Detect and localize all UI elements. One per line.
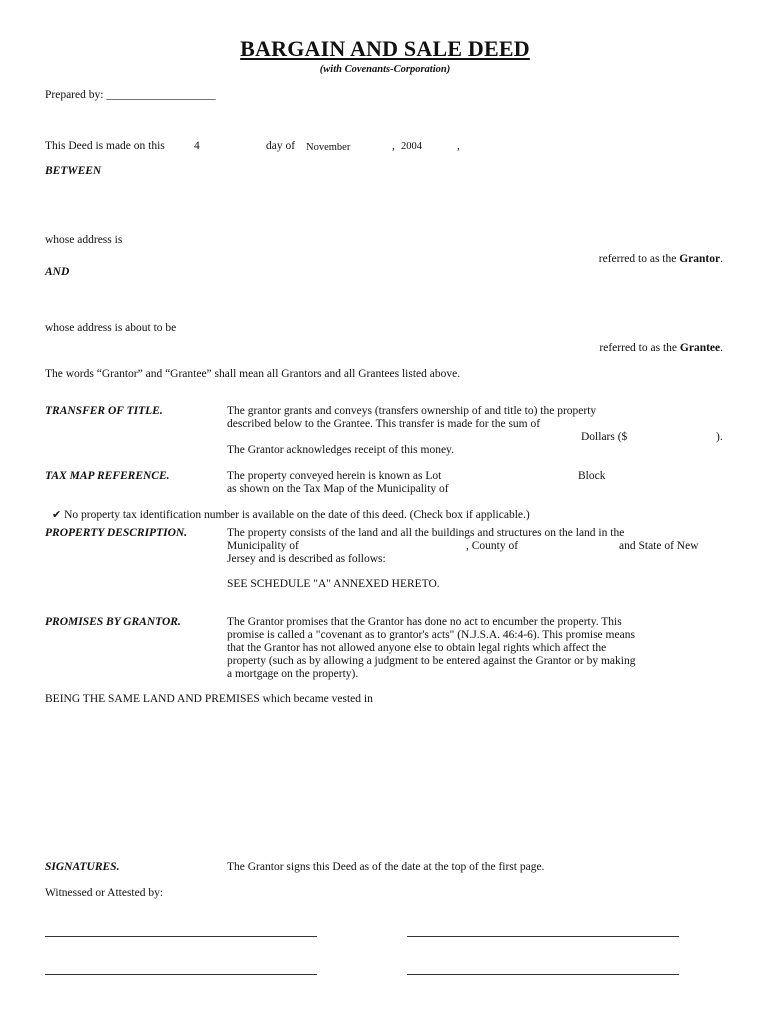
no-tax-id-text: No property tax identification number is available on the date of this deed. (Check box if applicable.) — [64, 509, 530, 521]
grantor-name-line — [407, 974, 679, 975]
property-county: , County of — [466, 540, 519, 552]
prepared-by: Prepared by: ___________________ — [45, 89, 216, 101]
promises-heading: PROMISES BY GRANTOR. — [45, 616, 181, 628]
grantee-role: Grantee — [679, 342, 721, 354]
tax-map-body — [227, 470, 727, 496]
promises-line: property (such as by allowing a judgment to be entered against the Grantor or by making — [227, 655, 636, 667]
grantee-referred-text: referred to as the — [599, 342, 678, 354]
checkmark-icon: ✔ — [52, 508, 62, 521]
transfer-dollars-line — [227, 431, 727, 444]
tax-map-line-1 — [227, 470, 727, 483]
document-title: BARGAIN AND SALE DEED — [240, 36, 530, 61]
deed-comma-2: , — [457, 140, 460, 152]
transfer-heading: TRANSFER OF TITLE. — [45, 405, 163, 417]
signatures-heading: SIGNATURES. — [45, 861, 120, 873]
transfer-line-4: The Grantor acknowledges receipt of this money. — [227, 444, 454, 456]
promises-line: promise is called a "covenant as to grantor's acts" (N.J.S.A. 46:4-6). This promise means — [227, 629, 635, 641]
deed-day: 4 — [194, 140, 200, 152]
grantor-referred — [599, 253, 723, 266]
transfer-line-2: described below to the Grantee. This transfer is made for the sum of — [227, 418, 541, 430]
being-same-land: BEING THE SAME LAND AND PREMISES which became vested in — [45, 693, 373, 705]
grantee-referred — [599, 342, 723, 355]
deed-year: 2004 — [401, 141, 422, 152]
transfer-line-1: The grantor grants and conveys (transfers ownership of and title to) the property — [227, 405, 597, 417]
grantee-period: . — [720, 342, 723, 354]
document-subtitle: (with Covenants-Corporation) — [319, 64, 451, 75]
words-definition: The words “Grantor” and “Grantee” shall mean all Grantors and all Grantees listed above. — [45, 368, 461, 380]
between-heading: BETWEEN — [45, 165, 102, 177]
grantor-role: Grantor — [679, 253, 721, 265]
grantor-referred-text: referred to as the — [598, 253, 677, 265]
and-heading: AND — [45, 266, 70, 278]
grantor-address-label: whose address is — [45, 234, 123, 246]
property-schedule: SEE SCHEDULE "A" ANNEXED HERETO. — [227, 578, 440, 590]
deed-comma-1: , — [392, 140, 395, 152]
property-body — [227, 527, 727, 566]
no-tax-id-row — [52, 508, 530, 522]
witnessed-label: Witnessed or Attested by: — [45, 887, 164, 899]
transfer-dollars: Dollars ($ — [581, 431, 628, 443]
deed-month: November — [306, 142, 351, 153]
property-municipality: Municipality of — [227, 540, 299, 552]
grantee-address-label: whose address is about to be — [45, 322, 177, 334]
transfer-close: ). — [716, 431, 723, 443]
promises-line: The Grantor promises that the Grantor has done no act to encumber the property. This — [227, 616, 622, 628]
tax-map-heading: TAX MAP REFERENCE. — [45, 470, 170, 482]
witness-signature-line — [45, 936, 317, 937]
promises-line: that the Grantor has not allowed anyone else to obtain legal rights which affect the — [227, 642, 607, 654]
tax-map-block: Block — [578, 470, 606, 482]
property-heading: PROPERTY DESCRIPTION. — [45, 527, 188, 539]
witness-name-line — [45, 974, 317, 975]
promises-body — [227, 616, 727, 681]
promises-line: a mortgage on the property). — [227, 668, 359, 680]
property-line-1: The property consists of the land and all the buildings and structures on the land in the — [227, 527, 625, 539]
signatures-text: The Grantor signs this Deed as of the date at the top of the first page. — [227, 861, 545, 873]
deed-day-of: day of — [266, 140, 296, 152]
transfer-body — [227, 405, 727, 457]
tax-map-line-2: as shown on the Tax Map of the Municipality of — [227, 483, 449, 495]
property-line-2 — [227, 540, 727, 553]
grantor-signature-line — [407, 936, 679, 937]
deed-date-label: This Deed is made on this — [45, 140, 165, 152]
tax-map-lot: The property conveyed herein is known as Lot — [227, 470, 442, 482]
grantor-period: . — [720, 253, 723, 265]
property-line-3: Jersey and is described as follows: — [227, 553, 386, 565]
property-state: and State of New — [619, 540, 699, 552]
